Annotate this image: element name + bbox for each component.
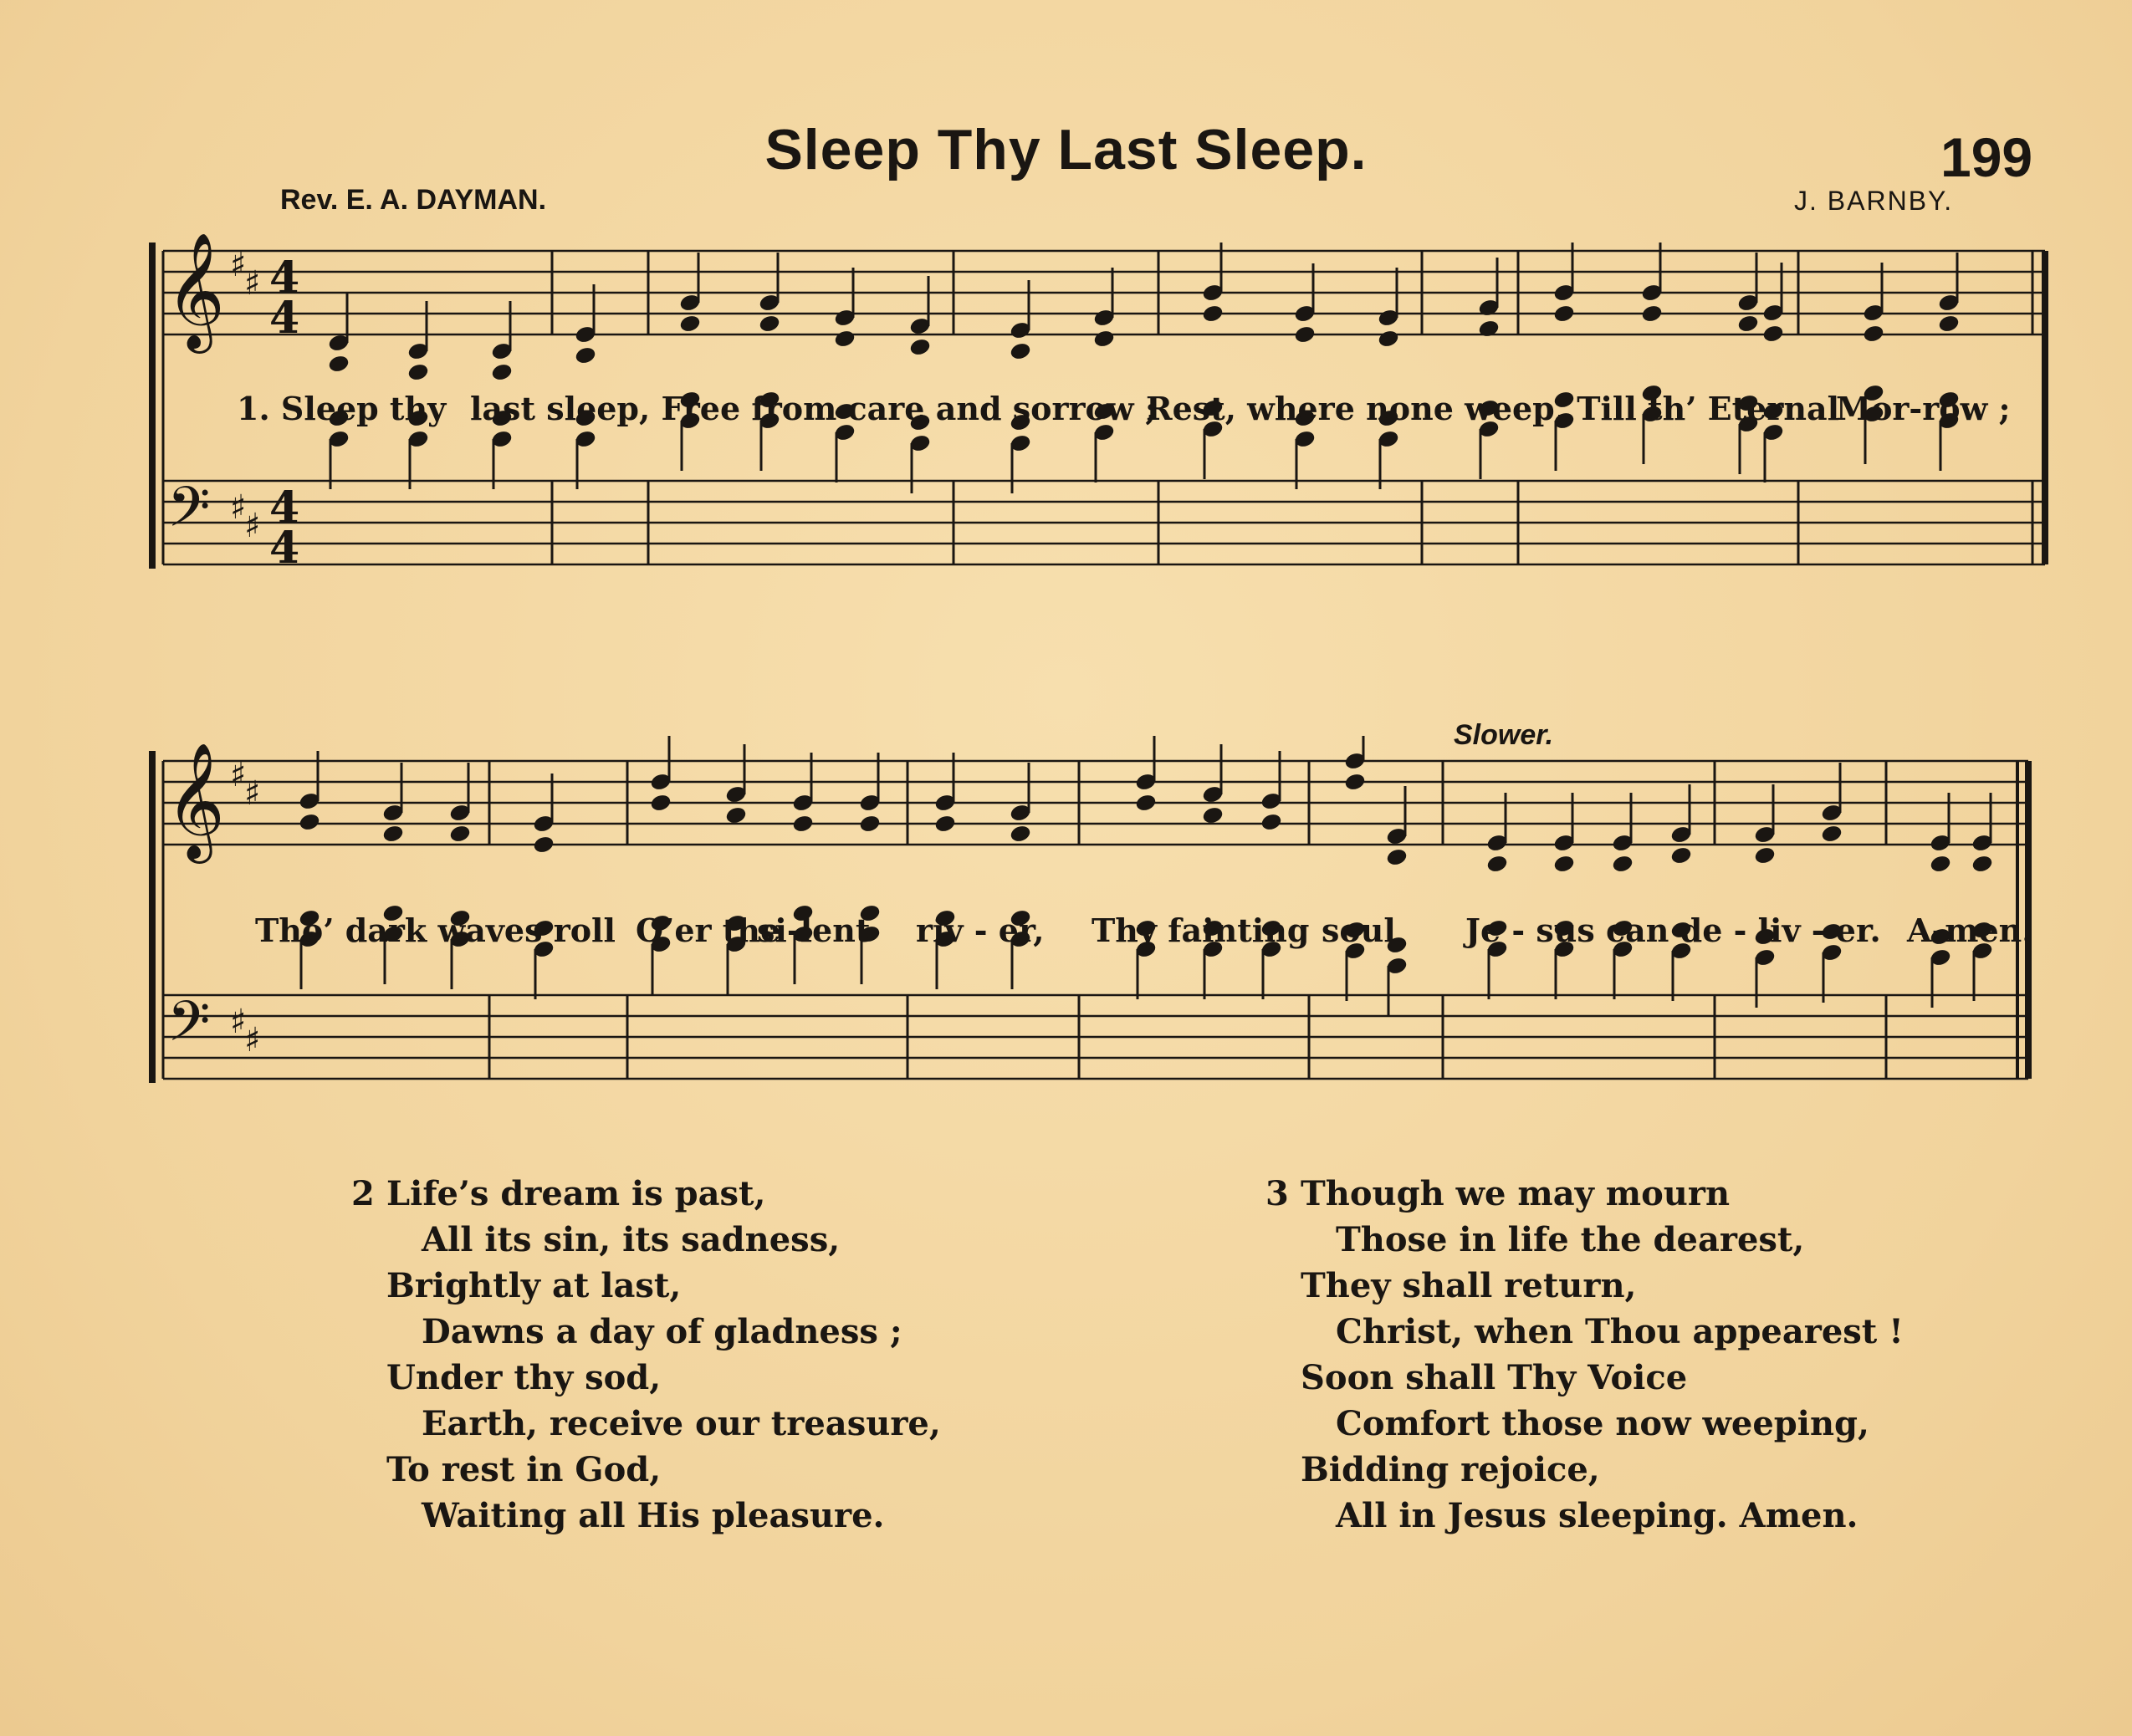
composer-credit: J. BARNBY. [1794,186,1954,216]
svg-text:♯: ♯ [244,507,261,545]
verse-line: To rest in God, [386,1450,662,1489]
lyric-line-2c: si-lent [757,911,871,949]
lyric-line-2g: Je - sus can de - liv - er. [1465,911,1881,949]
note-head [1821,825,1843,844]
verse-line: Earth, receive our treasure, [422,1404,941,1443]
note-head [679,314,701,334]
note-head [1863,324,1884,344]
verse-line: Brightly at last, [386,1266,682,1305]
note-head [299,813,320,832]
lyric-line-2d: riv - er, [916,911,1045,949]
bass-staff-2 [163,995,2028,1079]
note-head [1971,855,1993,874]
verse-line: All in Jesus sleeping. Amen. [1336,1496,1858,1535]
note-head [1386,848,1408,867]
svg-text:♯: ♯ [230,756,247,794]
note-head [792,814,814,834]
lyric-line-1a: 1. Sleep thy [237,390,447,427]
treble-clef-icon: 𝄞 [166,743,225,859]
note-head [1344,773,1366,792]
note-head [1762,324,1784,344]
svg-text:♯: ♯ [244,1021,261,1059]
lyric-line-2a: Tho’ dark waves roll [255,911,616,949]
verse-line: All its sin, its sadness, [422,1220,841,1259]
verse-number: 3 [1265,1174,1289,1213]
author-credit: Rev. E. A. DAYMAN. [280,184,547,216]
note-head [328,355,350,374]
note-head [407,363,429,382]
bass-staff-1 [163,481,2045,564]
note-head [491,363,513,382]
note-head [1553,855,1575,874]
lyric-line-1b: last sleep, Free from care and sorrow ; [470,390,1157,427]
verse-number: 2 [351,1174,375,1213]
note-head [1641,304,1663,324]
svg-text:4: 4 [269,293,300,344]
treble-clef-icon: 𝄞 [166,232,225,349]
verse-line: Under thy sod, [386,1358,662,1397]
note-head [1930,855,1951,874]
note-head [1202,806,1224,825]
note-head [449,825,471,844]
note-head [1754,846,1776,865]
treble-staff-2 [163,761,2028,845]
verse-line: Bidding rejoice, [1301,1450,1600,1489]
verse-line: Soon shall Thy Voice [1301,1358,1688,1397]
svg-text:♯: ♯ [230,246,247,284]
verse-line: Life’s dream is past, [386,1174,766,1213]
svg-text:♯: ♯ [244,264,261,303]
bass-clef-icon: 𝄢 [167,989,211,1067]
note-head [1260,813,1282,832]
verse-line: Dawns a day of gladness ; [422,1312,902,1351]
svg-text:♯: ♯ [230,488,247,527]
svg-text:4: 4 [269,483,300,534]
note-head [1294,325,1316,345]
verse-line: Those in life the dearest, [1336,1220,1805,1259]
note-head [859,814,881,834]
note-head [759,314,780,334]
note-head [1737,314,1759,334]
note-head [1670,846,1692,865]
svg-text:♯: ♯ [244,774,261,813]
lyric-line-1d: Mor-row ; [1836,390,2011,427]
note-head [1938,314,1960,334]
note-head [725,806,747,825]
note-head [1202,304,1224,324]
note-head [1010,342,1031,361]
note-head [1612,855,1634,874]
verse-line: Comfort those now weeping, [1336,1404,1869,1443]
lyric-line-2b: O’er the [636,911,781,949]
note-head [533,835,555,855]
verse-3 [1265,1171,1904,1539]
note-head [1378,329,1399,349]
note-head [382,825,404,844]
note-head [575,346,596,365]
hymn-title: Sleep Thy Last Sleep. [764,118,1368,181]
verse-2 [351,1171,941,1539]
verse-line: Though we may mourn [1301,1174,1731,1213]
lyric-line-2e: Thy fainting [1092,911,1310,949]
note-head [1135,794,1157,813]
note-head [1486,855,1508,874]
note-head [934,814,956,834]
lyric-line-2f: soul [1322,911,1396,949]
svg-text:4: 4 [269,523,300,574]
svg-text:♯: ♯ [230,1003,247,1041]
note-head [650,794,672,813]
verse-line: Waiting all His pleasure. [422,1496,885,1535]
lyric-line-1c: Rest, where none weep, Till th’ Eternal [1146,390,1840,427]
svg-text:4: 4 [269,253,300,304]
note-head [1553,304,1575,324]
verse-line: They shall return, [1301,1266,1637,1305]
verse-line: Christ, when Thou appearest ! [1336,1312,1904,1351]
page-number: 199 [1940,126,2033,188]
lyric-line-2h: A-men. [1907,911,2033,949]
bass-clef-icon: 𝄢 [167,475,211,553]
note-head [1093,329,1115,349]
note-head [1010,825,1031,844]
tempo-marking: Slower. [1454,719,1554,751]
note-head [834,329,856,349]
note-head [909,338,931,357]
